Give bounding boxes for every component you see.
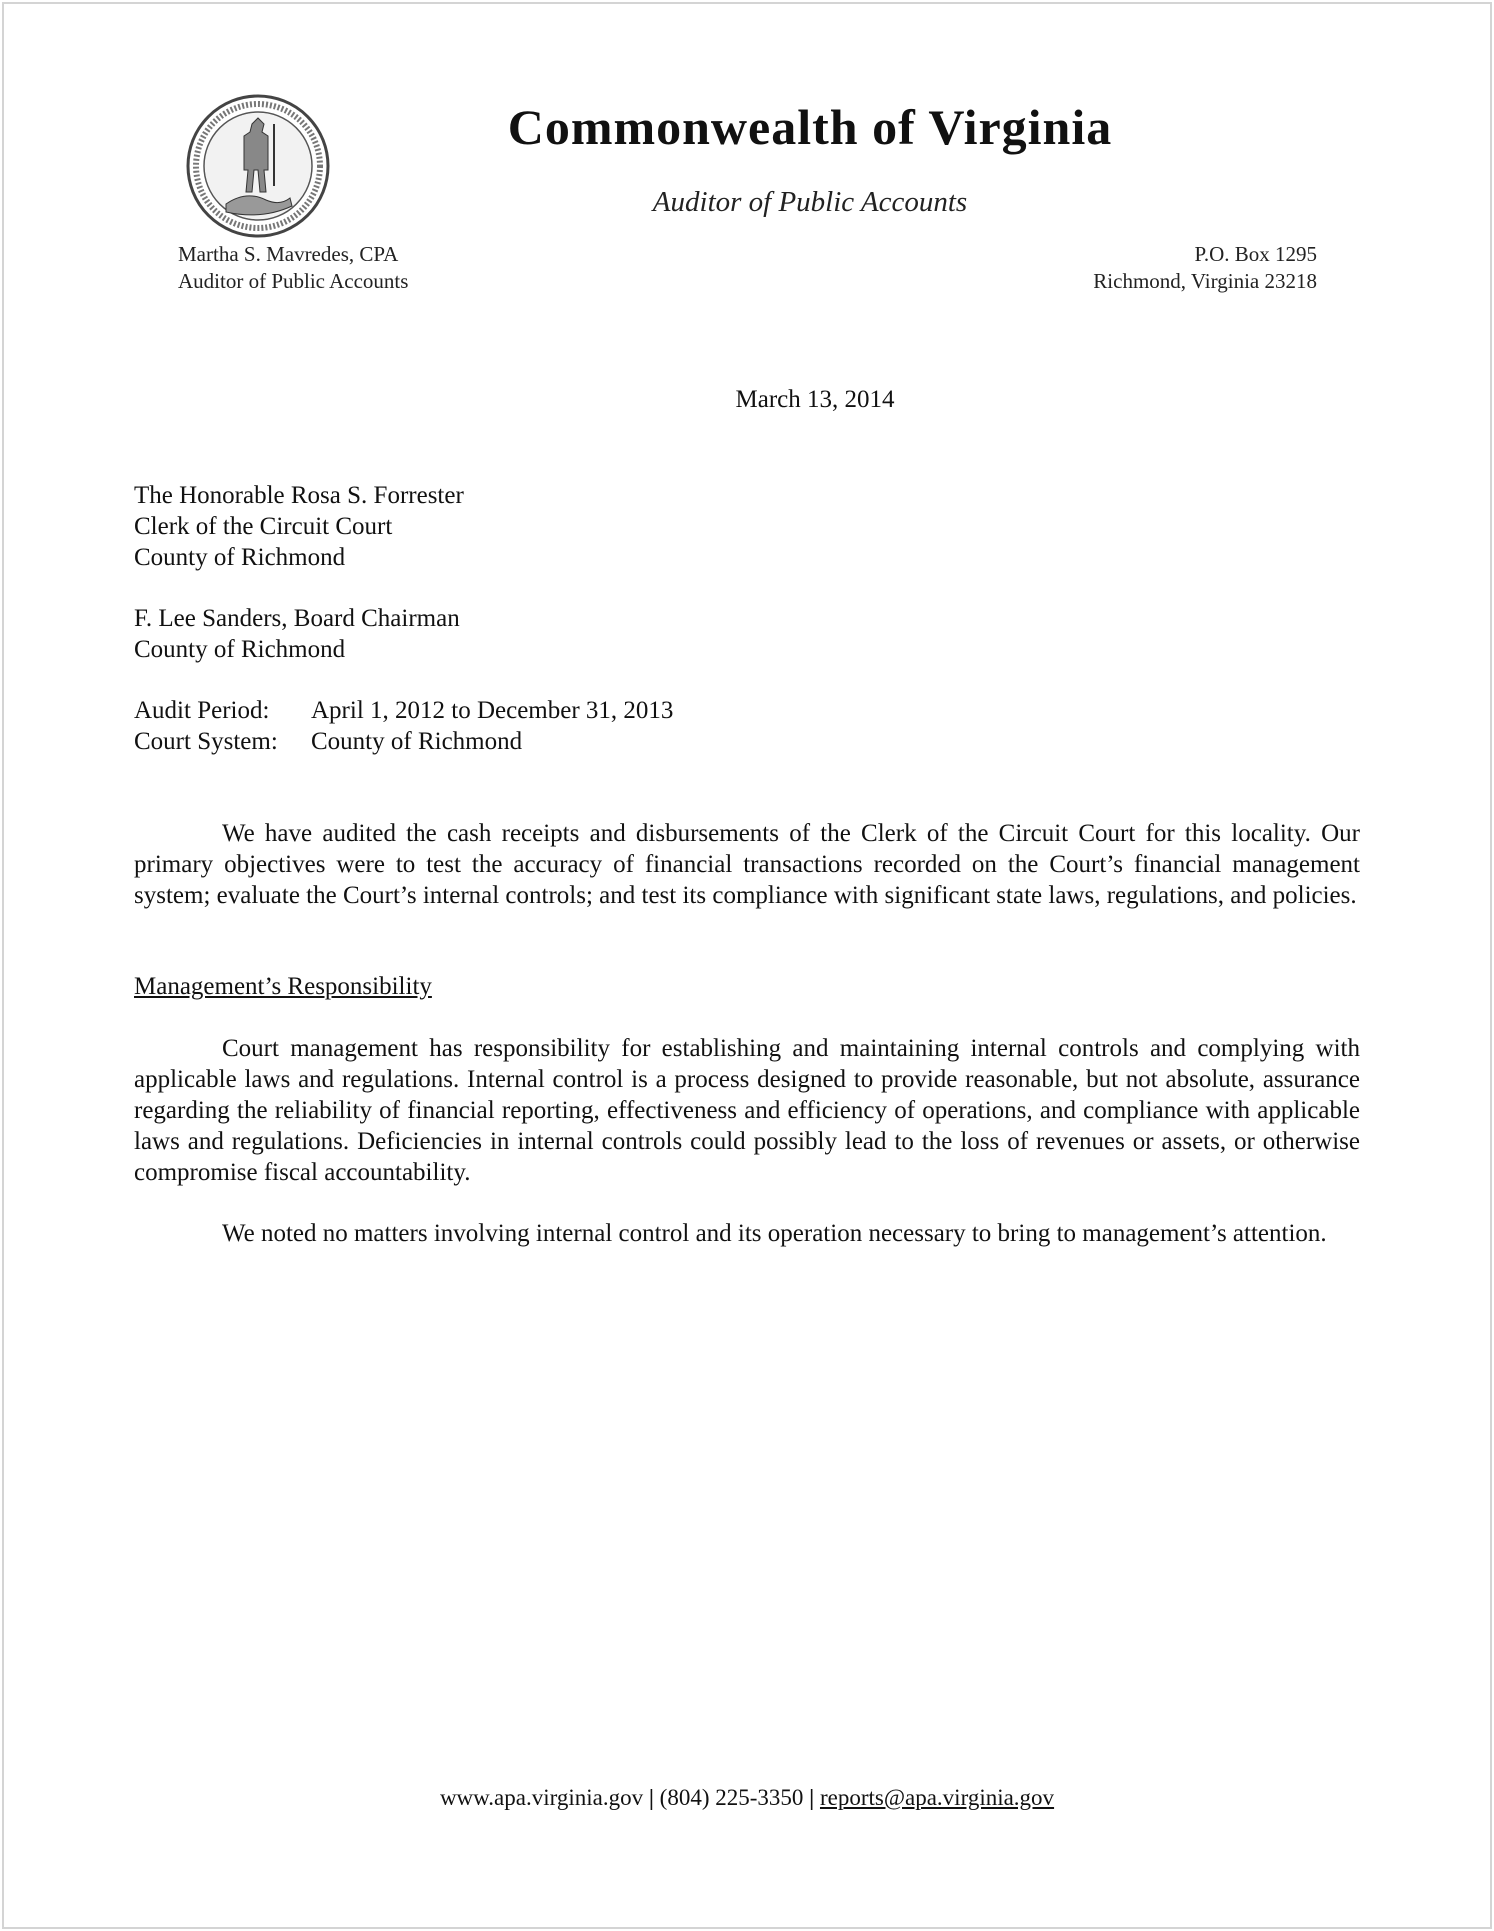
footer [0,1785,1494,1811]
recipient-line: County of Richmond [134,636,346,663]
court-system-label: Court System: [134,728,278,755]
po-box: P.O. Box 1295 [1194,242,1317,266]
court-system-value: County of Richmond [311,728,523,755]
audit-period-label: Audit Period: [134,697,270,724]
city-state-zip: Richmond, Virginia 23218 [1093,269,1317,293]
audit-info [134,695,673,757]
phone-number: (804) 225-3350 [659,1785,804,1810]
recipient-line: The Honorable Rosa S. Forrester [134,482,464,509]
conclusion-text: We noted no matters involving internal control and its operation necessary to bring to management’s attention. [222,1220,1327,1247]
letterhead-subtitle: Auditor of Public Accounts [652,186,968,218]
section-heading: Management’s Responsibility [134,973,432,1000]
intro-paragraph [134,818,1360,911]
court-system-row [134,726,673,757]
audit-period-value: April 1, 2012 to December 31, 2013 [311,697,674,724]
conclusion-paragraph [134,1218,1360,1249]
responsibility-paragraph [134,1033,1360,1188]
auditor-info [178,241,408,295]
letterhead-title: Commonwealth of Virginia [507,99,1113,155]
audit-period-row [134,695,673,726]
intro-text: We have audited the cash receipts and disbursements of the Clerk of the Circuit Court for this locality. Our primary objectives were to test the accuracy of financial transactions recorded on the Court’s financial management system; evaluate the Court’s internal controls; and test its compliance with significant state laws, regulations, and policies. [134,820,1360,909]
recipient-line: County of Richmond [134,544,346,571]
website-link[interactable]: www.apa.virginia.gov [439,1785,644,1810]
recipient-clerk [134,480,464,573]
mailing-address [1093,241,1317,295]
responsibility-text: Court management has responsibility for establishing and maintaining internal controls and complying with applicable laws and regulations. Internal control is a process designed to provide reasonable, but not absolute, assurance regarding the reliability of financial reporting, effectiveness and efficiency of operations, and compliance with applicable laws and regulations. Deficiencies in internal controls could possibly lead to the loss of revenues or assets, or otherwise compromise fiscal accountability. [134,1035,1360,1186]
letter-date: March 13, 2014 [735,386,895,413]
separator: | [809,1785,815,1810]
recipient-line: Clerk of the Circuit Court [134,513,393,540]
email-link[interactable]: reports@apa.virginia.gov [819,1785,1055,1810]
recipient-line: F. Lee Sanders, Board Chairman [134,605,460,632]
auditor-name: Martha S. Mavredes, CPA [178,242,399,266]
auditor-title: Auditor of Public Accounts [178,269,409,293]
separator: | [648,1785,654,1810]
recipient-chairman [134,603,460,665]
